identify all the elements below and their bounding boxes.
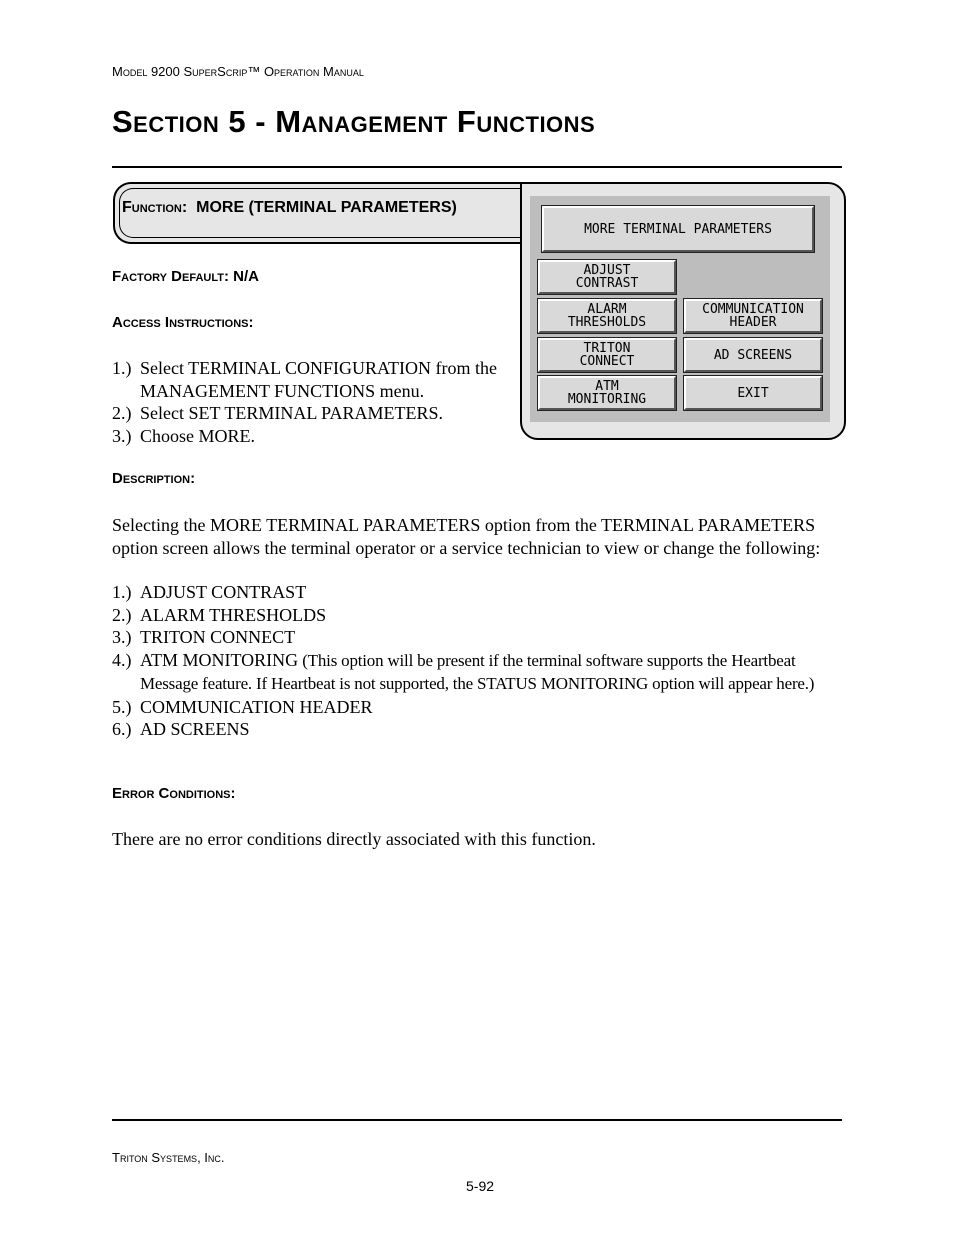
alarm-thresholds-button[interactable]: ALARM THRESHOLDS [538, 299, 676, 333]
list-item: 6.) AD SCREENS [112, 719, 250, 739]
list-item: 1.) ADJUST CONTRAST [112, 582, 307, 602]
page-number: 5-92 [466, 1178, 495, 1194]
description-list [112, 581, 844, 741]
list-item: 3.) TRITON CONNECT [112, 627, 296, 647]
section-title: Section 5 - Management Functions [112, 104, 596, 139]
exit-button[interactable]: EXIT [684, 376, 822, 410]
list-item: 2.) Select SET TERMINAL PARAMETERS. [112, 403, 444, 423]
list-item: 4.) ATM MONITORING (This option will be present if the terminal software supports the Heartbeat Message feature. If Heartbeat is not supported, the STATUS MONITORING option will appear here.) [112, 649, 815, 693]
atm-monitoring-button[interactable]: ATM MONITORING [538, 376, 676, 410]
list-item: 2.) ALARM THRESHOLDS [112, 604, 327, 625]
list-item: 1.) Select TERMINAL CONFIGURATION from the MANAGEMENT FUNCTIONS menu. [112, 358, 497, 401]
top-divider [112, 166, 842, 168]
communication-header-button[interactable]: COMMUNICATION HEADER [684, 299, 822, 333]
terminal-screen [530, 196, 830, 422]
manual-title: Model 9200 SuperScrip™ Operation Manual [112, 64, 364, 79]
error-conditions-text: There are no error conditions directly associated with this function. [112, 829, 596, 849]
factory-default [112, 268, 259, 285]
function-prefix: Function: [122, 199, 188, 216]
error-conditions-heading: Error Conditions: [112, 785, 236, 802]
footer-company: Triton Systems, Inc. [112, 1150, 225, 1165]
access-instructions-heading: Access Instructions: [112, 314, 254, 331]
ad-screens-button[interactable]: AD SCREENS [684, 338, 822, 372]
factory-default-value: N/A [233, 268, 259, 285]
function-label [122, 199, 457, 217]
adjust-contrast-button[interactable]: ADJUST CONTRAST [538, 260, 676, 294]
function-name: MORE (TERMINAL PARAMETERS) [196, 199, 457, 216]
factory-default-label: Factory Default: [112, 268, 229, 285]
access-steps-list [112, 357, 517, 447]
screen-title: MORE TERMINAL PARAMETERS [542, 206, 814, 252]
description-intro: Selecting the MORE TERMINAL PARAMETERS option from the TERMINAL PARAMETERS option screen allows the terminal operator or a service technician to view or change the following: [112, 515, 821, 558]
list-item: 5.) COMMUNICATION HEADER [112, 696, 373, 717]
bottom-divider [112, 1119, 842, 1121]
triton-connect-button[interactable]: TRITON CONNECT [538, 338, 676, 372]
list-item: 3.) Choose MORE. [112, 425, 256, 446]
description-heading: Description: [112, 470, 196, 487]
